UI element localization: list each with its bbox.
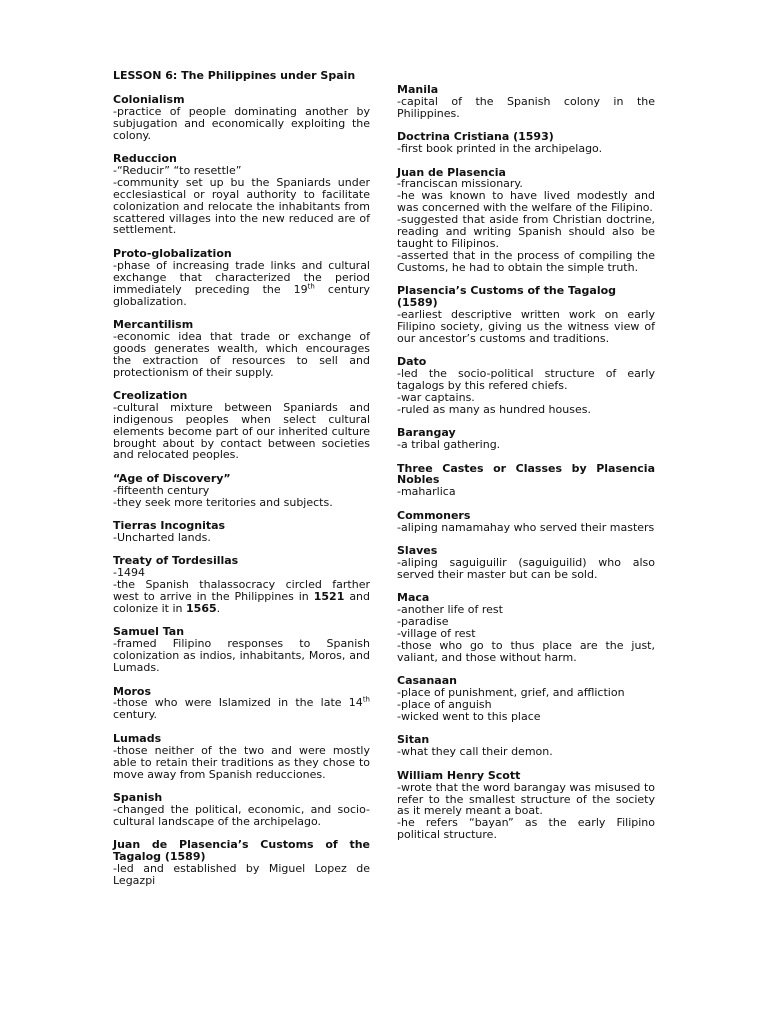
term-heading: Juan de Plasencia’s Customs of the Tagalog (1589) xyxy=(113,838,370,864)
definition-line: -place of anguish xyxy=(397,698,492,712)
definition-line: -he refers “bayan” as the early Filipino political structure. xyxy=(397,816,655,842)
term-heading: Mercantilism xyxy=(113,317,194,331)
definition-line: -cultural mixture between Spaniards and indigenous peoples when select cultural elements become part of our inherited culture brought about by contact between societies and relocated peoples. xyxy=(113,400,370,462)
entry-casanaan xyxy=(397,675,655,723)
term-heading: Maca xyxy=(397,591,430,605)
definition-line: -1494 xyxy=(113,566,145,580)
entry-moros xyxy=(113,686,370,722)
year-1521: 1521 xyxy=(313,590,345,604)
term-heading: Barangay xyxy=(397,426,456,440)
entry-tierras-incognitas xyxy=(113,520,370,544)
definition-line: -Uncharted lands. xyxy=(113,531,211,544)
definition-line: -they seek more teritories and subjects. xyxy=(113,495,333,509)
definition-line: -practice of people dominating another by subjugation and economically exploiting the colony. xyxy=(113,104,370,142)
definition-text: -phase of increasing trade links and cultural exchange that characterized the period immediately preceding the 19 xyxy=(113,258,370,296)
entry-creolization xyxy=(113,390,370,461)
definition-text: -those who were Islamized in the late 14 xyxy=(113,696,363,710)
term-heading: Slaves xyxy=(397,544,438,558)
entry-manila xyxy=(397,84,655,120)
definition-line: -paradise xyxy=(397,615,449,629)
term-heading: Spanish xyxy=(113,790,163,804)
definition-line: -another life of rest xyxy=(397,603,503,617)
definition-line: -suggested that aside from Christian doctrine, reading and writing Spanish should also be taught to Filipinos. xyxy=(397,213,655,250)
definition-text: century globalization. xyxy=(113,282,371,308)
definition-line: -ruled as many as hundred houses. xyxy=(397,402,591,416)
entry-juan-de-plasencia xyxy=(397,167,655,274)
lesson-title: LESSON 6: The Philippines under Spain xyxy=(113,69,356,82)
left-column xyxy=(113,70,370,898)
definition-line: -framed Filipino responses to Spanish colonization as indios, inhabitants, Moros, and Lumads. xyxy=(113,637,370,675)
term-heading: Doctrina Cristiana (1593) xyxy=(397,130,554,144)
definition-line: -a tribal gathering. xyxy=(397,438,501,452)
entry-dato xyxy=(397,356,655,416)
entry-slaves xyxy=(397,545,655,581)
definition-line: -the Spanish thalassocracy circled farther west to arrive in the Philippines in 1521 and colonize it in 1565. xyxy=(113,578,371,616)
definition-line: -economic idea that trade or exchange of goods generates wealth, which encourages the extraction of resources to sell and protectionism of their supply. xyxy=(113,329,370,379)
term-heading: Three Castes or Classes by Plasencia xyxy=(397,461,655,475)
definition-line: -franciscan missionary. xyxy=(397,177,523,191)
definition-line: -aliping saguiguilir (saguiguilid) who also served their master but can be sold. xyxy=(397,556,655,581)
entry-three-castes xyxy=(397,463,655,499)
term-heading: Sitan xyxy=(397,733,430,747)
term-heading: Casanaan xyxy=(397,674,457,688)
entry-colonialism xyxy=(113,94,370,142)
term-heading: Reduccion xyxy=(113,152,177,166)
term-heading: “Age of Discovery” xyxy=(113,471,231,485)
term-heading: William Henry Scott xyxy=(397,768,521,782)
entry-reduccion xyxy=(113,153,370,236)
entry-lumads xyxy=(113,733,370,781)
definition-line: -community set up bu the Spaniards under ecclesiastical or royal authority to facilitate colonization and relocate the inhabitants from scattered villages into the new reduced are of settlement. xyxy=(113,175,370,237)
definition-line: -capital of the Spanish colony in the Philippines. xyxy=(397,94,655,120)
entry-doctrina-cristiana xyxy=(397,131,655,155)
definition-line: -wrote that the word barangay was misused to refer to the smallest structure of the society as it merely meant a boat. xyxy=(397,780,655,818)
entry-plasencia-customs-left xyxy=(113,839,370,887)
term-heading: Plasencia’s Customs of the Tagalog (1589) xyxy=(397,284,617,310)
term-heading: Juan de Plasencia xyxy=(397,165,506,179)
term-heading: Moros xyxy=(113,684,152,698)
definition-text: -the Spanish thalassocracy circled farther west to arrive in the Philippines in xyxy=(113,578,370,604)
definition-line: -changed the political, economic, and socio-cultural landscape of the archipelago. xyxy=(113,802,370,828)
entry-mercantilism xyxy=(113,319,370,379)
definition-line: -those neither of the two and were mostly able to retain their traditions as they chose to move away from Spanish reducciones. xyxy=(113,743,370,781)
definition-line: -led and established by Miguel Lopez de Legazpi xyxy=(113,861,370,887)
definition-line xyxy=(113,697,370,721)
term-heading: Dato xyxy=(397,355,427,369)
term-heading: Manila xyxy=(397,83,439,96)
definition-line: -he was known to have lived modestly and was concerned with the welfare of the Filipino. xyxy=(397,189,655,215)
definition-line: -wicked went to this place xyxy=(397,709,541,723)
definition-line: -“Reducir” “to resettle” xyxy=(113,163,242,177)
definition-line: -place of punishment, grief, and affliction xyxy=(397,686,625,700)
entry-treaty-of-tordesillas xyxy=(113,555,370,615)
definition-text: and colonize it in xyxy=(113,590,371,616)
entry-age-of-discovery xyxy=(113,473,370,509)
entry-samuel-tan xyxy=(113,626,370,674)
term-heading: Treaty of Tordesillas xyxy=(113,554,239,568)
definition-line: -maharlica xyxy=(397,485,456,499)
definition-text: century. xyxy=(113,708,158,722)
definition-line: -what they call their demon. xyxy=(397,745,553,759)
term-heading: Tierras Incognitas xyxy=(113,519,226,533)
definition-line: -aliping namamahay who served their masters xyxy=(397,520,655,534)
year-1565: 1565 xyxy=(186,602,217,616)
definition-line: -first book printed in the archipelago. xyxy=(397,142,603,156)
definition-line: -those who go to thus place are the just, valiant, and those without harm. xyxy=(397,638,655,664)
term-heading: Colonialism xyxy=(113,92,185,106)
entry-spanish xyxy=(113,792,370,828)
term-heading: Lumads xyxy=(113,731,162,745)
definition-line: -asserted that in the process of compiling the Customs, he had to obtain the simple truth. xyxy=(397,248,655,274)
entry-barangay xyxy=(397,427,655,451)
entry-maca xyxy=(397,592,655,663)
definition-line: -village of rest xyxy=(397,627,476,641)
entry-william-henry-scott xyxy=(397,770,655,841)
superscript: th xyxy=(307,281,315,290)
term-heading: Samuel Tan xyxy=(113,625,185,639)
definition-line: -earliest descriptive written work on early Filipino society, giving us the witness view of our ancestor’s customs and traditions. xyxy=(397,308,655,345)
term-heading-nobles: Nobles xyxy=(397,473,440,487)
definition-line: -war captains. xyxy=(397,390,475,404)
term-heading: Proto-globalization xyxy=(113,246,232,260)
right-column xyxy=(397,84,655,853)
entry-sitan xyxy=(397,734,655,758)
definition-line xyxy=(113,260,370,308)
entry-proto-globalization xyxy=(113,248,370,308)
entry-commoners xyxy=(397,510,655,534)
term-heading: Creolization xyxy=(113,388,188,402)
superscript: th xyxy=(362,695,370,704)
definition-line: -fifteenth century xyxy=(113,483,210,497)
entry-plasencia-customs-right xyxy=(397,285,655,345)
definition-line: -led the socio-political structure of early tagalogs by this refered chiefs. xyxy=(397,367,655,393)
term-heading: Commoners xyxy=(397,508,471,522)
